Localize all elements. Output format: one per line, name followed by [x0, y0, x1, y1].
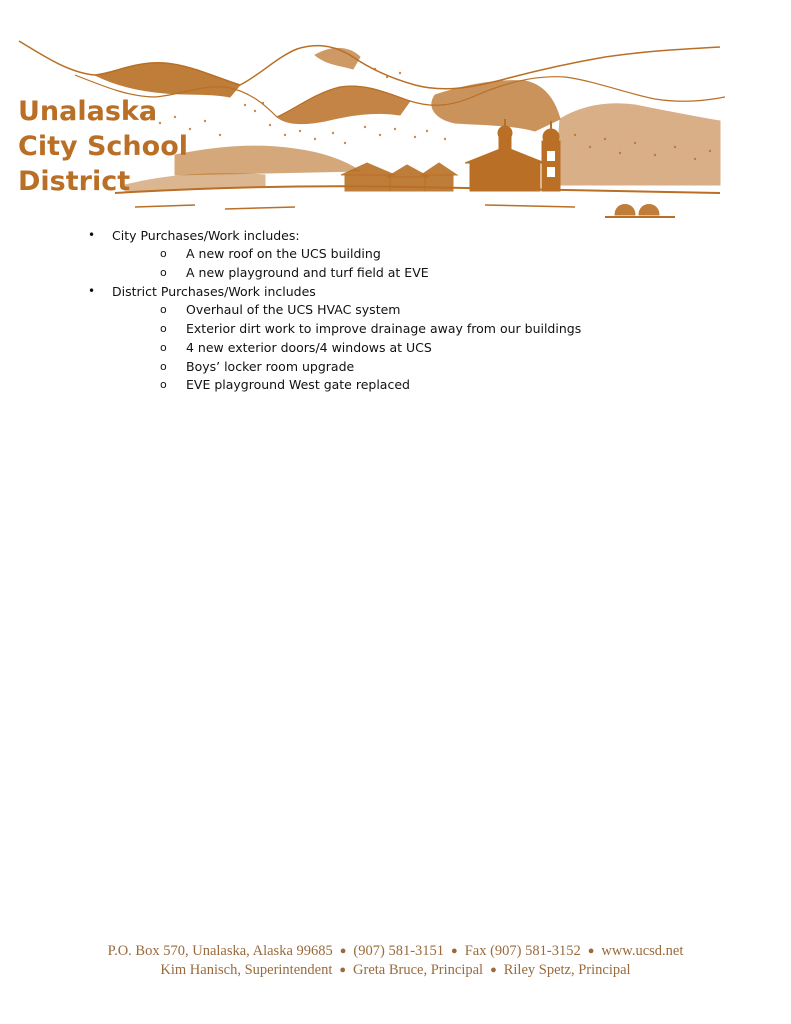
circle-bullet-icon: o: [160, 265, 167, 279]
list-item: [112, 301, 734, 320]
list-item-district-purchases: [84, 282, 734, 395]
circle-bullet-icon: o: [160, 340, 167, 354]
purchases-list: [84, 226, 734, 395]
footer-superintendent: Kim Hanisch, Superintendent: [160, 962, 333, 978]
district-name-logo: [18, 94, 188, 199]
list-item: [112, 358, 734, 377]
section-label: District Purchases/Work includes: [112, 284, 316, 300]
section-label: City Purchases/Work includes:: [112, 228, 300, 243]
document-body: [84, 226, 734, 395]
separator-dot-icon: ●: [587, 945, 595, 957]
bullet-icon: •: [88, 228, 96, 242]
district-purchases-sublist: [112, 301, 734, 395]
footer-fax: Fax (907) 581-3152: [464, 943, 581, 959]
list-item: [112, 320, 734, 339]
city-purchases-sublist: [112, 245, 734, 282]
list-item-text: EVE playground West gate replaced: [186, 377, 410, 393]
separator-dot-icon: ●: [490, 964, 497, 976]
footer-address: P.O. Box 570, Unalaska, Alaska 99685: [107, 943, 333, 959]
circle-bullet-icon: o: [160, 359, 167, 373]
list-item: [112, 264, 734, 283]
list-item: [112, 245, 734, 264]
list-item: [112, 339, 734, 358]
circle-bullet-icon: o: [160, 378, 167, 392]
list-item-text: Exterior dirt work to improve drainage away from our buildings: [186, 321, 582, 337]
footer-contact-line: [0, 942, 791, 961]
circle-bullet-icon: o: [160, 247, 167, 260]
separator-dot-icon: ●: [339, 964, 347, 976]
list-item-text: Boys’ locker room upgrade: [186, 358, 355, 374]
footer-principal-1: Greta Bruce, Principal: [353, 962, 484, 978]
circle-bullet-icon: o: [160, 303, 167, 317]
list-item-text: A new roof on the UCS building: [186, 246, 381, 261]
letterhead-footer: [0, 942, 791, 980]
footer-website: www.ucsd.net: [601, 943, 684, 959]
bullet-icon: •: [88, 284, 96, 299]
district-name-line-1: Unalaska: [18, 96, 158, 127]
list-item-text: 4 new exterior doors/4 windows at UCS: [186, 339, 432, 355]
footer-principal-2: Riley Spetz, Principal: [503, 962, 631, 978]
list-item-city-purchases: [84, 226, 734, 282]
list-item-text: Overhaul of the UCS HVAC system: [186, 302, 401, 318]
list-item-text: A new playground and turf field at EVE: [186, 264, 429, 280]
circle-bullet-icon: o: [160, 322, 167, 336]
footer-staff-line: [0, 961, 791, 980]
footer-phone: (907) 581-3151: [353, 943, 445, 959]
district-name-line-2: City School: [18, 131, 189, 162]
letterhead: [0, 0, 791, 230]
separator-dot-icon: ●: [451, 945, 458, 957]
list-item: [112, 376, 734, 395]
separator-dot-icon: ●: [339, 945, 347, 957]
district-name-line-3: District: [18, 166, 131, 197]
